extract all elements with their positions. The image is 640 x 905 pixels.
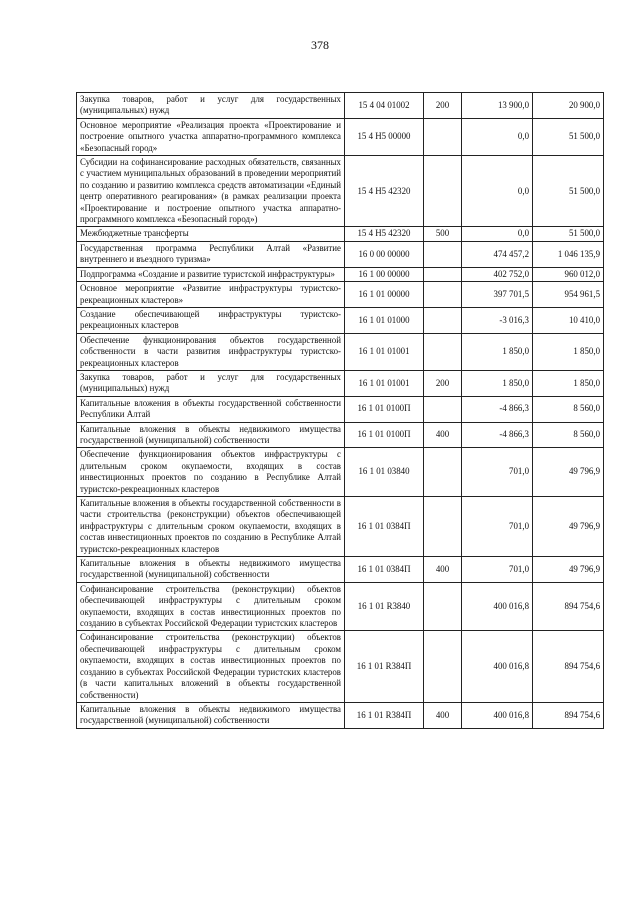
budget-table [76,92,604,729]
row-code-cell: 15 4 Н5 42320 [345,227,424,241]
row-amount-1-cell: 402 752,0 [462,267,533,281]
table-row [77,156,604,227]
row-expense-type-cell [424,631,462,702]
row-amount-2-cell: 894 754,6 [533,631,604,702]
row-expense-type-cell: 200 [424,93,462,119]
row-amount-2-cell: 20 900,0 [533,93,604,119]
row-code-cell: 16 0 00 00000 [345,241,424,267]
row-name-cell: Капитальные вложения в объекты недвижимого имущества государственной (муниципальной) собственности [77,557,345,583]
table-row [77,370,604,396]
row-name-cell: Закупка товаров, работ и услуг для государственных (муниципальных) нужд [77,370,345,396]
row-expense-type-cell: 400 [424,702,462,728]
row-expense-type-cell [424,156,462,227]
row-name-cell: Государственная программа Республики Алтай «Развитие внутреннего и въездного туризма» [77,241,345,267]
table-row [77,282,604,308]
row-amount-2-cell: 10 410,0 [533,307,604,333]
row-name-cell: Обеспечение функционирования объектов государственной собственности в части развития инфраструктуры туристско-рекреационных кластеров [77,333,345,370]
table-row [77,93,604,119]
row-amount-1-cell: -3 016,3 [462,307,533,333]
row-amount-1-cell: 1 850,0 [462,333,533,370]
row-amount-1-cell: 0,0 [462,156,533,227]
row-expense-type-cell: 400 [424,557,462,583]
row-name-cell: Капитальные вложения в объекты государственной собственности в части строительства (реконструкции) объектов обеспечивающей инфраструктуры с длительным сроком окупаемости, входящих в состав инвестиционных проектов по созданию в Республике Алтай туристско-рекреационных кластеров [77,497,345,557]
table-row [77,396,604,422]
row-amount-2-cell: 954 961,5 [533,282,604,308]
row-code-cell: 16 1 01 00000 [345,282,424,308]
row-name-cell: Основное мероприятие «Реализация проекта «Проектирование и построение опытного участка аппаратно-программного комплекса «Безопасный город» [77,118,345,155]
row-amount-1-cell: 400 016,8 [462,702,533,728]
row-expense-type-cell [424,267,462,281]
row-expense-type-cell [424,582,462,631]
row-code-cell: 16 1 01 R384П [345,631,424,702]
row-amount-2-cell: 1 046 135,9 [533,241,604,267]
row-name-cell: Основное мероприятие «Развитие инфраструктуры туристско-рекреационных кластеров» [77,282,345,308]
row-amount-1-cell: 1 850,0 [462,370,533,396]
row-name-cell: Обеспечение функционирования объектов инфраструктуры с длительным сроком окупаемости, входящих в состав инвестиционных проектов по созданию в Республике Алтай туристско-рекреационных кластеров [77,448,345,497]
row-name-cell: Софинансирование строительства (реконструкции) объектов обеспечивающей инфраструктуры с длительным сроком окупаемости, входящих в состав инвестиционных проектов по созданию в субъектах Российской Федерации туристских кластеров (в части капитальных вложений в объекты государственной собственности) [77,631,345,702]
row-amount-1-cell: 0,0 [462,118,533,155]
budget-table-body [77,93,604,729]
row-amount-1-cell: 701,0 [462,448,533,497]
table-row [77,118,604,155]
page-number: 378 [311,38,329,52]
row-code-cell: 16 1 01 0100П [345,396,424,422]
row-expense-type-cell [424,497,462,557]
row-amount-1-cell: 701,0 [462,497,533,557]
row-amount-2-cell: 894 754,6 [533,702,604,728]
table-row [77,557,604,583]
row-amount-2-cell: 8 560,0 [533,396,604,422]
row-expense-type-cell: 400 [424,422,462,448]
row-code-cell: 16 1 01 0384П [345,557,424,583]
row-amount-1-cell: -4 866,3 [462,396,533,422]
table-row [77,333,604,370]
row-name-cell: Капитальные вложения в объекты недвижимого имущества государственной (муниципальной) собственности [77,422,345,448]
row-code-cell: 15 4 Н5 42320 [345,156,424,227]
row-amount-2-cell: 51 500,0 [533,227,604,241]
row-amount-1-cell: 400 016,8 [462,582,533,631]
row-amount-1-cell: 474 457,2 [462,241,533,267]
row-amount-1-cell: 701,0 [462,557,533,583]
row-amount-1-cell: 0,0 [462,227,533,241]
row-code-cell: 15 4 Н5 00000 [345,118,424,155]
row-amount-2-cell: 8 560,0 [533,422,604,448]
row-amount-2-cell: 51 500,0 [533,118,604,155]
row-expense-type-cell: 200 [424,370,462,396]
row-code-cell: 16 1 01 0384П [345,497,424,557]
row-code-cell: 16 1 01 R3840 [345,582,424,631]
row-expense-type-cell [424,118,462,155]
row-name-cell: Субсидии на софинансирование расходных обязательств, связанных с участием муниципальных образований в проведении мероприятий по созданию и развитию комплекса средств автоматизации «Единый центр оперативного реагирования» (в рамках реализации проекта «Проектирование и построение опытного участка аппаратно-программного комплекса «Безопасный город») [77,156,345,227]
row-amount-1-cell: 397 701,5 [462,282,533,308]
row-code-cell: 15 4 04 01002 [345,93,424,119]
row-name-cell: Софинансирование строительства (реконструкции) объектов обеспечивающей инфраструктуры с длительным сроком окупаемости, входящих в состав инвестиционных проектов по созданию в субъектах Российской Федерации туристских кластеров [77,582,345,631]
row-name-cell: Закупка товаров, работ и услуг для государственных (муниципальных) нужд [77,93,345,119]
row-amount-2-cell: 49 796,9 [533,497,604,557]
row-name-cell: Межбюджетные трансферты [77,227,345,241]
table-row [77,631,604,702]
row-expense-type-cell [424,241,462,267]
row-expense-type-cell [424,396,462,422]
row-code-cell: 16 1 01 03840 [345,448,424,497]
row-expense-type-cell [424,333,462,370]
table-row [77,497,604,557]
row-code-cell: 16 1 01 0100П [345,422,424,448]
row-name-cell: Капитальные вложения в объекты недвижимого имущества государственной (муниципальной) собственности [77,702,345,728]
row-expense-type-cell [424,307,462,333]
row-amount-2-cell: 49 796,9 [533,557,604,583]
table-row [77,307,604,333]
row-amount-2-cell: 51 500,0 [533,156,604,227]
table-row [77,227,604,241]
row-amount-2-cell: 1 850,0 [533,370,604,396]
table-row [77,702,604,728]
row-amount-2-cell: 49 796,9 [533,448,604,497]
row-amount-2-cell: 960 012,0 [533,267,604,281]
row-amount-1-cell: -4 866,3 [462,422,533,448]
row-amount-1-cell: 400 016,8 [462,631,533,702]
table-row [77,422,604,448]
table-row [77,267,604,281]
row-amount-2-cell: 1 850,0 [533,333,604,370]
row-name-cell: Создание обеспечивающей инфраструктуры туристско-рекреационных кластеров [77,307,345,333]
row-code-cell: 16 1 01 R384П [345,702,424,728]
row-amount-1-cell: 13 900,0 [462,93,533,119]
row-code-cell: 16 1 01 01001 [345,333,424,370]
row-name-cell: Капитальные вложения в объекты государственной собственности Республики Алтай [77,396,345,422]
row-amount-2-cell: 894 754,6 [533,582,604,631]
row-expense-type-cell [424,282,462,308]
row-code-cell: 16 1 00 00000 [345,267,424,281]
row-code-cell: 16 1 01 01001 [345,370,424,396]
table-row [77,241,604,267]
row-name-cell: Подпрограмма «Создание и развитие туристской инфраструктуры» [77,267,345,281]
row-expense-type-cell: 500 [424,227,462,241]
table-row [77,582,604,631]
row-expense-type-cell [424,448,462,497]
row-code-cell: 16 1 01 01000 [345,307,424,333]
table-row [77,448,604,497]
